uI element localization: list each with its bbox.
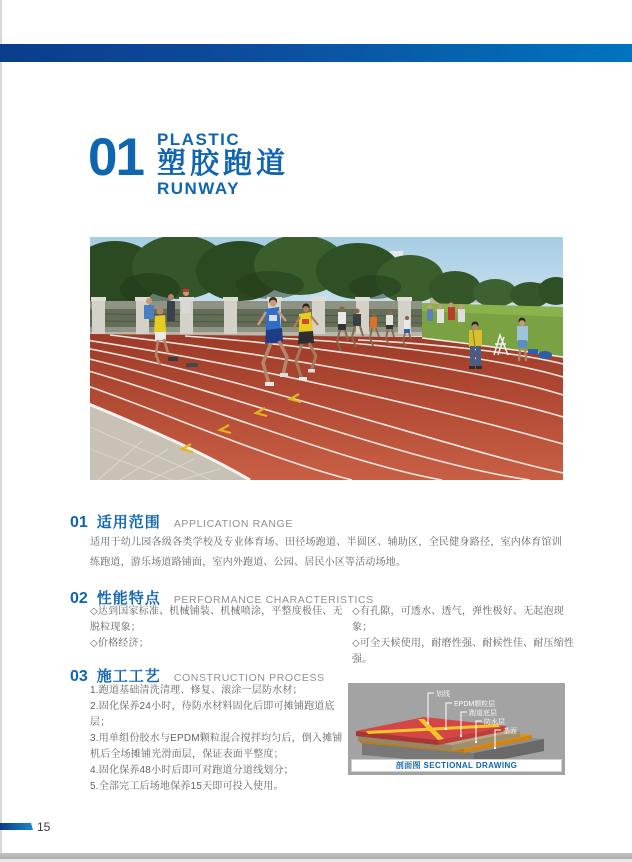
bullet-item: ◇达到国家标准、机械铺装、机械喷涂，平整度极佳、无脱粒现象； bbox=[90, 606, 343, 633]
application-range-body: 适用于幼儿园各级各类学校及专业体育场、田径场跑道、半圆区、辅助区，全民健身路径，室内体育馆训练跑道，游乐场道路铺面，室内外跑道、公园、居民小区等活动场地。 bbox=[90, 537, 562, 568]
chapter-header bbox=[88, 130, 289, 198]
section-number: 02 bbox=[70, 590, 88, 607]
chapter-title-zh: 塑胶跑道 bbox=[156, 148, 289, 180]
diagram-caption: 剖面图 SECTIONAL DRAWING bbox=[351, 759, 562, 772]
section-title-zh: 施工工艺 bbox=[96, 668, 161, 685]
step-item: 1.跑道基础清洗清理、修复、滚涂一层防水材； bbox=[90, 685, 303, 696]
sectional-drawing bbox=[348, 683, 565, 775]
chapter-number: 01 bbox=[88, 128, 143, 187]
section-title-zh: 适用范围 bbox=[96, 514, 161, 531]
performance-bullets-right bbox=[352, 604, 576, 668]
step-item: 2.固化保养24小时，待防水材料固化后即可摊铺跑道底层； bbox=[90, 701, 335, 728]
section-title-en: PERFORMANCE CHARACTERISTICS bbox=[173, 594, 374, 606]
step-item: 3.用单组份胶水与EPDM颗粒混合搅拌均匀后，倒入摊铺机后全场摊铺光滑面层，保证表面平整度； bbox=[90, 733, 343, 760]
diagram-label-base-course: 跑道底层 bbox=[469, 710, 497, 717]
section-application-range-heading bbox=[70, 511, 293, 532]
section-title-zh: 性能特点 bbox=[96, 590, 161, 607]
bullet-item: ◇价格经济； bbox=[90, 638, 149, 649]
section-title-en: CONSTRUCTION PROCESS bbox=[173, 672, 325, 684]
construction-steps bbox=[90, 683, 348, 795]
diagram-label-epdm: EPDM颗粒层 bbox=[454, 701, 496, 708]
section-number: 01 bbox=[70, 514, 88, 531]
page-number: 15 bbox=[37, 820, 51, 834]
chapter-title-en-bottom: RUNWAY bbox=[156, 179, 240, 198]
bullet-item: ◇有孔隙，可透水、透气，弹性极好、无起泡现象； bbox=[352, 606, 564, 633]
section-title-en: APPLICATION RANGE bbox=[173, 518, 293, 530]
chapter-titles bbox=[157, 130, 289, 198]
runway-photo bbox=[90, 237, 563, 480]
page-left-edge bbox=[0, 0, 2, 862]
step-item: 4.固化保养48小时后即可对跑道分道线划分； bbox=[90, 765, 294, 776]
performance-bullets-left bbox=[90, 604, 352, 652]
section-number: 03 bbox=[70, 668, 88, 685]
diagram-label-waterproof: 防水层 bbox=[484, 719, 505, 726]
chapter-title-en-top: PLASTIC bbox=[156, 130, 241, 149]
step-item: 5.全部完工后场地保养15天即可投入使用。 bbox=[90, 781, 284, 792]
page-number-tab bbox=[0, 823, 33, 830]
top-accent-bar bbox=[0, 44, 632, 62]
diagram-label-marking: 划线 bbox=[436, 691, 450, 698]
diagram-label-foundation: 基面 bbox=[503, 728, 517, 735]
runway-photo-art bbox=[90, 237, 563, 480]
bullet-item: ◇可全天候使用，耐磨性强、耐候性佳、耐压缩性强。 bbox=[352, 638, 575, 665]
